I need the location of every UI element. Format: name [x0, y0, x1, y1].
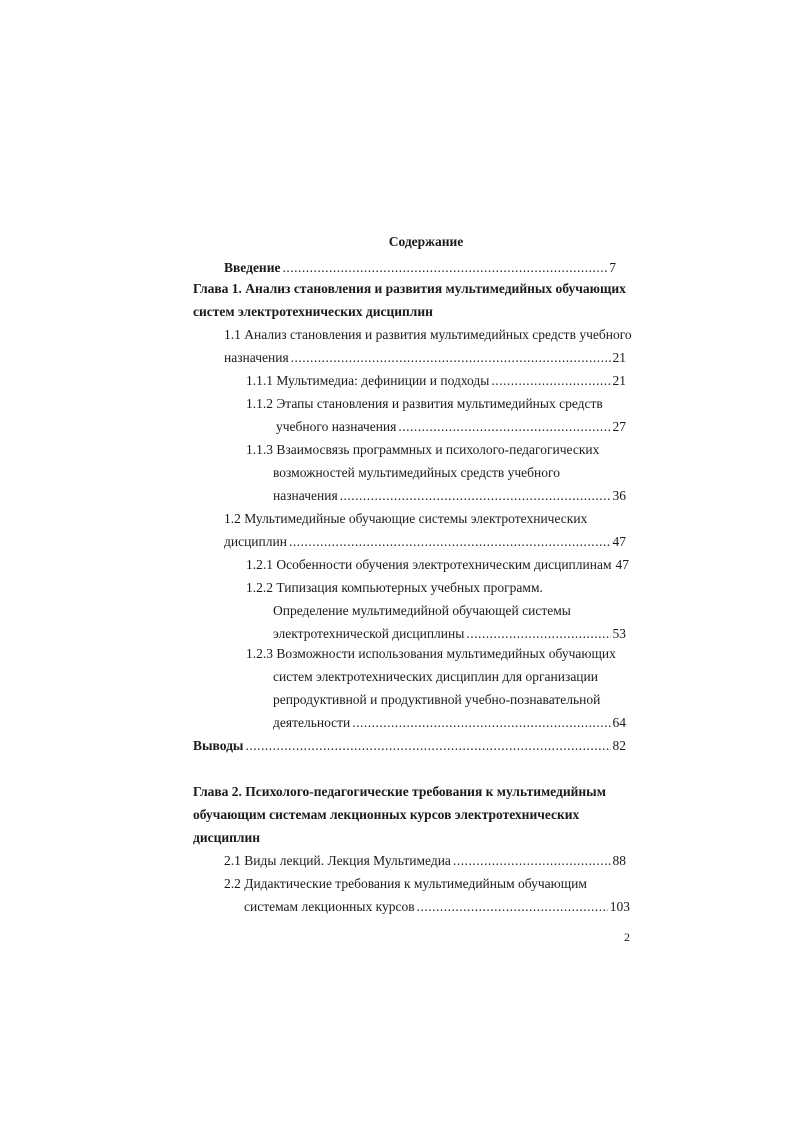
- leader-dots: [289, 530, 611, 553]
- toc-chapter-2[interactable]: [193, 780, 633, 849]
- toc-entry-line: 1.2.3 Возможности использования мультимедийных обучающих: [246, 646, 616, 661]
- toc-entry-label: 2.1 Виды лекций. Лекция Мультимедиа: [224, 853, 451, 868]
- toc-chapter-line: обучающим системам лекционных курсов электротехнических: [193, 807, 580, 822]
- toc-page-number: 64: [612, 715, 626, 730]
- toc-entry-1-2[interactable]: [224, 507, 626, 553]
- toc-chapter-line: Глава 1. Анализ становления и развития мультимедийных обучающих: [193, 281, 626, 296]
- toc-chapter-line: дисциплин: [193, 830, 261, 845]
- leader-dots: [398, 415, 610, 438]
- toc-entry-1-2-2[interactable]: [246, 576, 626, 645]
- toc-entry-line: Определение мультимедийной обучающей системы: [273, 603, 571, 618]
- toc-entry-1-1-1[interactable]: [246, 369, 626, 392]
- toc-page-number: 47: [612, 534, 626, 549]
- toc-entry-label: системам лекционных курсов: [244, 899, 415, 914]
- toc-page-number: 82: [612, 738, 626, 753]
- leader-dots: [282, 256, 607, 279]
- page-number: 2: [624, 930, 630, 944]
- leader-dots: [291, 346, 611, 369]
- toc-entry-conclusions[interactable]: [193, 734, 626, 757]
- toc-entry-line: 1.1 Анализ становления и развития мультимедийных средств учебного: [224, 327, 632, 342]
- toc-entry-1-1-3[interactable]: [246, 438, 626, 507]
- toc-page-number: 47: [615, 557, 629, 572]
- leader-dots: [245, 734, 610, 757]
- toc-page-number: 36: [612, 488, 626, 503]
- toc-page-number: 21: [612, 373, 626, 388]
- leader-dots: [340, 484, 611, 507]
- toc-entry-line: 1.1.2 Этапы становления и развития мультимедийных средств: [246, 396, 603, 411]
- toc-title: Содержание: [388, 234, 464, 249]
- toc-entry-label: 1.1.1 Мультимедиа: дефиниции и подходы: [246, 373, 490, 388]
- toc-page-number: 103: [609, 899, 630, 914]
- toc-chapter-1[interactable]: [193, 277, 633, 323]
- toc-entry-label: 1.2.1 Особенности обучения электротехническим дисциплинам: [246, 557, 612, 572]
- toc-page-number: 27: [612, 419, 626, 434]
- toc-entry-label: назначения: [273, 488, 338, 503]
- toc-entry-label: Введение: [224, 260, 281, 275]
- toc-chapter-line: систем электротехнических дисциплин: [193, 304, 433, 319]
- toc-entry-label: дисциплин: [224, 534, 287, 549]
- toc-entry-1-1-2[interactable]: [246, 392, 626, 438]
- toc-entry-2-2[interactable]: [224, 872, 630, 918]
- toc-entry-1-1[interactable]: [224, 323, 632, 369]
- toc-entry-line: репродуктивной и продуктивной учебно-познавательной: [273, 692, 601, 707]
- toc-entry-line: возможностей мультимедийных средств учебного: [273, 465, 560, 480]
- toc-entry-label: Выводы: [193, 738, 244, 753]
- toc-page-number: 53: [612, 626, 626, 641]
- toc-entry-1-2-3[interactable]: [246, 642, 626, 734]
- toc-chapter-line: Глава 2. Психолого-педагогические требования к мультимедийным: [193, 784, 606, 799]
- toc-entry-line: систем электротехнических дисциплин для организации: [273, 669, 598, 684]
- toc-entry-line: 1.2 Мультимедийные обучающие системы электротехнических: [224, 511, 588, 526]
- toc-page-number: 7: [609, 260, 616, 275]
- toc-page-number: 88: [612, 853, 626, 868]
- leader-dots: [453, 849, 611, 872]
- toc-entry-label: назначения: [224, 350, 289, 365]
- toc-entry-1-2-1[interactable]: [246, 553, 629, 576]
- leader-dots: [352, 711, 610, 734]
- toc-entry-2-1[interactable]: [224, 849, 626, 872]
- toc-entry-line: 1.2.2 Типизация компьютерных учебных программ.: [246, 580, 543, 595]
- leader-dots: [491, 369, 610, 392]
- toc-entry-line: 2.2 Дидактические требования к мультимедийным обучающим: [224, 876, 587, 891]
- leader-dots: [417, 895, 608, 918]
- toc-entry-intro[interactable]: [224, 256, 616, 279]
- toc-entry-label: деятельности: [273, 715, 351, 730]
- toc-entry-line: 1.1.3 Взаимосвязь программных и психолого-педагогических: [246, 442, 600, 457]
- toc-page-number: 21: [612, 350, 626, 365]
- toc-entry-label: учебного назначения: [276, 419, 397, 434]
- toc-entry-label: электротехнической дисциплины: [273, 626, 465, 641]
